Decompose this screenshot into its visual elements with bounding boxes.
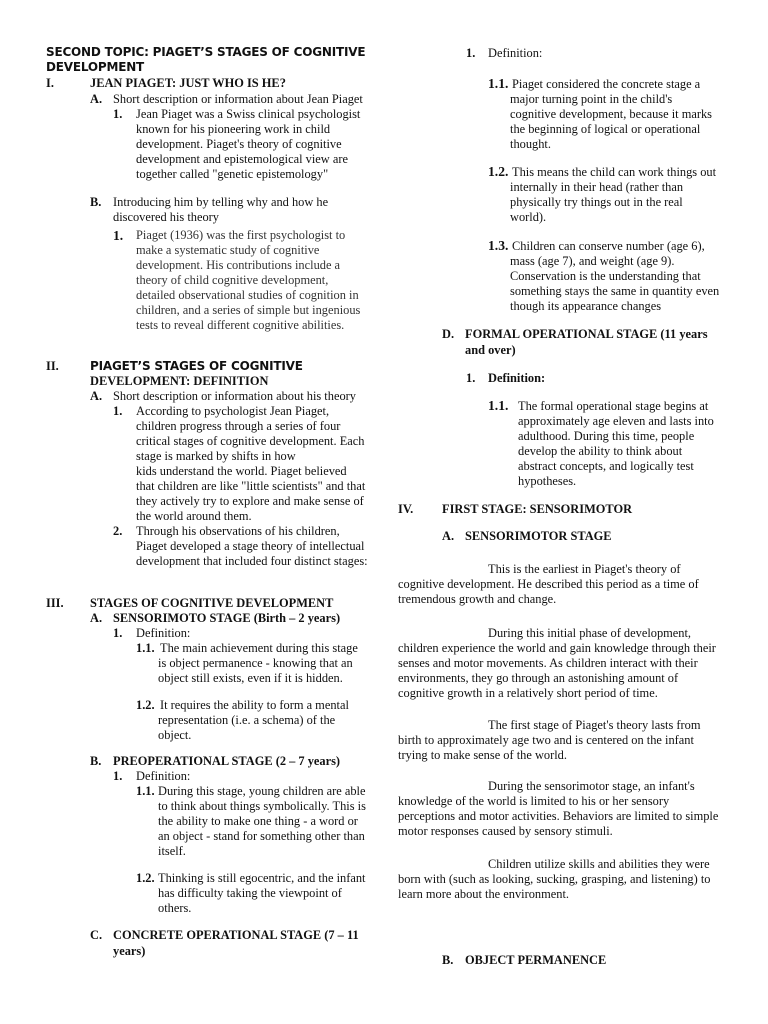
section-1-b-1-line: theory of child cognitive development, [136, 273, 329, 287]
paragraph-line: motor responses caused by sensory stimuli. [398, 824, 613, 838]
section-1-b-1-line: detailed observational studies of cognition in [136, 288, 359, 302]
stage-d-1-1-number: 1.1. [488, 398, 509, 413]
stage-b-1-2-line: others. [158, 901, 192, 915]
stage-c-1-3-line: mass (age 7), and weight (age 9). [510, 254, 675, 268]
section-1-b-1-line: development. His contributions include a [136, 258, 341, 272]
stage-b-1-2-line: Thinking is still egocentric, and the infant [158, 871, 366, 885]
section-2-a-1-line: critical stages of cognitive development. Each [136, 434, 365, 448]
stage-c-1-1-line: Piaget considered the concrete stage a [512, 77, 701, 91]
section-3-number: III. [46, 596, 64, 610]
section-4-a-letter: A. [442, 529, 455, 543]
stage-c-1-2-line: internally in their head (rather than [510, 180, 684, 194]
section-2-heading-line-2: DEVELOPMENT: DEFINITION [90, 374, 269, 388]
section-1-a-1-line: development and epistemological view are [136, 152, 348, 166]
paragraph-line: cognitive development. He described this period as a time of [398, 577, 699, 591]
stage-c-heading-line-2: years) [113, 944, 146, 958]
stage-a-letter: A. [90, 611, 103, 625]
section-2-a-1-line: the world around them. [136, 509, 252, 523]
stage-a-1-2-line: representation (i.e. a schema) of the [158, 713, 336, 727]
section-1-b-line: discovered his theory [113, 210, 219, 224]
section-4-heading: FIRST STAGE: SENSORIMOTOR [442, 502, 633, 516]
section-2-a-2-line: Through his observations of his children, [136, 524, 340, 538]
section-1-number: I. [46, 76, 54, 90]
stage-d-1-1-line: adulthood. During this time, people [518, 429, 695, 443]
stage-b-1-1-line: the ability to make one thing - a word or [158, 814, 358, 828]
section-1-b-line: Introducing him by telling why and how he [113, 195, 329, 209]
section-1-a-1-line: development. Piaget's theory of cognitive [136, 137, 342, 151]
section-2-heading: PIAGET’S STAGES OF COGNITIVE [90, 359, 303, 373]
stage-a-1-2-number: 1.2. [136, 698, 155, 712]
stage-c-1-1-line: the beginning of logical or operational [510, 122, 701, 136]
paragraph-line: trying to make sense of the world. [398, 748, 567, 762]
section-2-a-1-line: children progress through a series of four [136, 419, 341, 433]
stage-d-1-text: Definition: [488, 371, 546, 385]
stage-a-1-1-number: 1.1. [136, 641, 155, 655]
section-2-a-1-line: According to psychologist Jean Piaget, [136, 404, 330, 418]
section-2-a-1-line: they actively try to explore and make sense of [136, 494, 364, 508]
section-2-a-letter: A. [90, 389, 103, 403]
section-1-a-1-number: 1. [113, 107, 123, 121]
section-2-a-text: Short description or information about his theory [113, 389, 356, 403]
stage-c-1-text: Definition: [488, 46, 543, 60]
stage-c-1-number: 1. [466, 46, 476, 60]
stage-c-1-2-line: This means the child can work things out [512, 165, 717, 179]
document-title-line-2: DEVELOPMENT [46, 60, 145, 74]
stage-d-1-1-line: The formal operational stage begins at [518, 399, 709, 413]
stage-c-1-2-number: 1.2. [488, 164, 509, 179]
section-1-a-text: Short description or information about Jean Piaget [113, 92, 363, 106]
stage-b-1-2-number: 1.2. [136, 871, 155, 885]
stage-b-1-number: 1. [113, 769, 123, 783]
stage-c-1-3-number: 1.3. [488, 238, 509, 253]
stage-a-1-text: Definition: [136, 626, 191, 640]
stage-c-1-1-line: thought. [510, 137, 551, 151]
stage-b-1-1-number: 1.1. [136, 784, 155, 798]
paragraph-line: knowledge of the world is limited to his or her sensory [398, 794, 670, 808]
section-1-b-1-line: children, and a series of simple but ingenious [136, 303, 361, 317]
stage-c-letter: C. [90, 928, 103, 942]
stage-a-heading: SENSORIMOTO STAGE (Birth – 2 years) [113, 611, 341, 625]
section-1-heading: JEAN PIAGET: JUST WHO IS HE? [90, 76, 286, 90]
section-2-a-2-line: development that included four distinct stages: [136, 554, 368, 568]
section-2-a-2-line: Piaget developed a stage theory of intellectual [136, 539, 365, 553]
stage-b-1-2-line: has difficulty taking the viewpoint of [158, 886, 342, 900]
stage-c-heading: CONCRETE OPERATIONAL STAGE (7 – 11 [113, 928, 359, 942]
stage-b-1-1-line: to think about things symbolically. This is [158, 799, 366, 813]
section-4-number: IV. [398, 502, 414, 516]
stage-a-1-1-line: object still exists, even if it is hidden. [158, 671, 343, 685]
paragraph-line: birth to approximately age two and is centered on the infant [398, 733, 694, 747]
stage-c-1-3-line: though its appearance changes [510, 299, 662, 313]
section-1-a-1-line: known for his pioneering work in child [136, 122, 331, 136]
stage-b-1-text: Definition: [136, 769, 191, 783]
stage-c-1-1-number: 1.1. [488, 76, 509, 91]
section-1-a-1-line: together called "genetic epistemology" [136, 167, 329, 181]
section-1-b-1-line: tests to reveal different cognitive abilities. [136, 318, 345, 332]
paragraph-line: perceptions and motor activities. Behaviors are limited to simple [398, 809, 719, 823]
paragraph-line: tremendous growth and change. [398, 592, 557, 606]
section-4-a-heading: SENSORIMOTOR STAGE [465, 529, 612, 543]
stage-a-1-1-line: The main achievement during this stage [160, 641, 358, 655]
stage-d-1-1-line: develop the ability to think about [518, 444, 683, 458]
section-4-b-heading: OBJECT PERMANENCE [465, 953, 607, 967]
stage-d-heading: FORMAL OPERATIONAL STAGE (11 years [465, 327, 708, 341]
stage-a-1-2-line: It requires the ability to form a mental [160, 698, 349, 712]
paragraph-line: During this initial phase of development, [488, 626, 692, 640]
section-3-heading: STAGES OF COGNITIVE DEVELOPMENT [90, 596, 334, 610]
section-2-a-1-line: kids understand the world. Piaget believed [136, 464, 347, 478]
section-2-number: II. [46, 359, 59, 373]
section-2-a-1-line: stage is marked by shifts in how [136, 449, 296, 463]
stage-d-1-number: 1. [466, 371, 476, 385]
paragraph-line: senses and motor movements. As children interact with their [398, 656, 698, 670]
stage-b-1-1-line: itself. [158, 844, 186, 858]
stage-d-1-1-line: abstract concepts, and logically test [518, 459, 694, 473]
paragraph-line: During the sensorimotor stage, an infant's [488, 779, 695, 793]
stage-d-heading-line-2: and over) [465, 343, 516, 357]
stage-a-1-2-line: object. [158, 728, 192, 742]
paragraph-line: Children utilize skills and abilities they were [488, 857, 710, 871]
stage-b-letter: B. [90, 754, 102, 768]
document-title: SECOND TOPIC: PIAGET’S STAGES OF COGNITIVE [46, 45, 366, 59]
stage-a-1-number: 1. [113, 626, 123, 640]
section-1-a-1-line: Jean Piaget was a Swiss clinical psychologist [136, 107, 361, 121]
stage-c-1-1-line: cognitive development, because it marks [510, 107, 712, 121]
section-1-b-letter: B. [90, 195, 102, 209]
stage-c-1-1-line: major turning point in the child's [510, 92, 673, 106]
stage-c-1-2-line: world). [510, 210, 547, 224]
section-4-b-letter: B. [442, 953, 454, 967]
stage-d-1-1-line: hypotheses. [518, 474, 577, 488]
stage-a-1-1-line: is object permanence - knowing that an [158, 656, 353, 670]
section-1-a-letter: A. [90, 92, 103, 106]
paragraph-line: environments, they go through an astonishing amount of [398, 671, 679, 685]
section-1-b-1-line: make a systematic study of cognitive [136, 243, 320, 257]
section-1-b-1-number: 1. [113, 228, 124, 243]
paragraph-line: This is the earliest in Piaget's theory of [488, 562, 681, 576]
stage-d-1-1-line: approximately age eleven and lasts into [518, 414, 714, 428]
paragraph-line: children experience the world and gain knowledge through their [398, 641, 716, 655]
paragraph-line: The first stage of Piaget's theory lasts from [488, 718, 701, 732]
stage-c-1-2-line: physically try things out in the real [510, 195, 683, 209]
paragraph-line: born with (such as looking, sucking, grasping, and listening) to [398, 872, 711, 886]
stage-c-1-3-line: Conservation is the understanding that [510, 269, 701, 283]
paragraph-line: learn more about the environment. [398, 887, 570, 901]
stage-b-1-1-line: During this stage, young children are able [158, 784, 366, 798]
stage-c-1-3-line: Children can conserve number (age 6), [512, 239, 705, 253]
section-2-a-1-number: 1. [113, 404, 123, 418]
stage-c-1-3-line: something stays the same in quantity even [510, 284, 720, 298]
section-2-a-1-line: that children are like "little scientists" and that [136, 479, 366, 493]
section-2-a-2-number: 2. [113, 524, 123, 538]
section-1-b-1-line: Piaget (1936) was the first psychologist to [136, 228, 346, 242]
paragraph-line: cognitive growth in a relatively short period of time. [398, 686, 658, 700]
stage-b-heading: PREOPERATIONAL STAGE (2 – 7 years) [113, 754, 341, 768]
stage-b-1-1-line: an object - stand for something other than [158, 829, 365, 843]
stage-d-letter: D. [442, 327, 455, 341]
